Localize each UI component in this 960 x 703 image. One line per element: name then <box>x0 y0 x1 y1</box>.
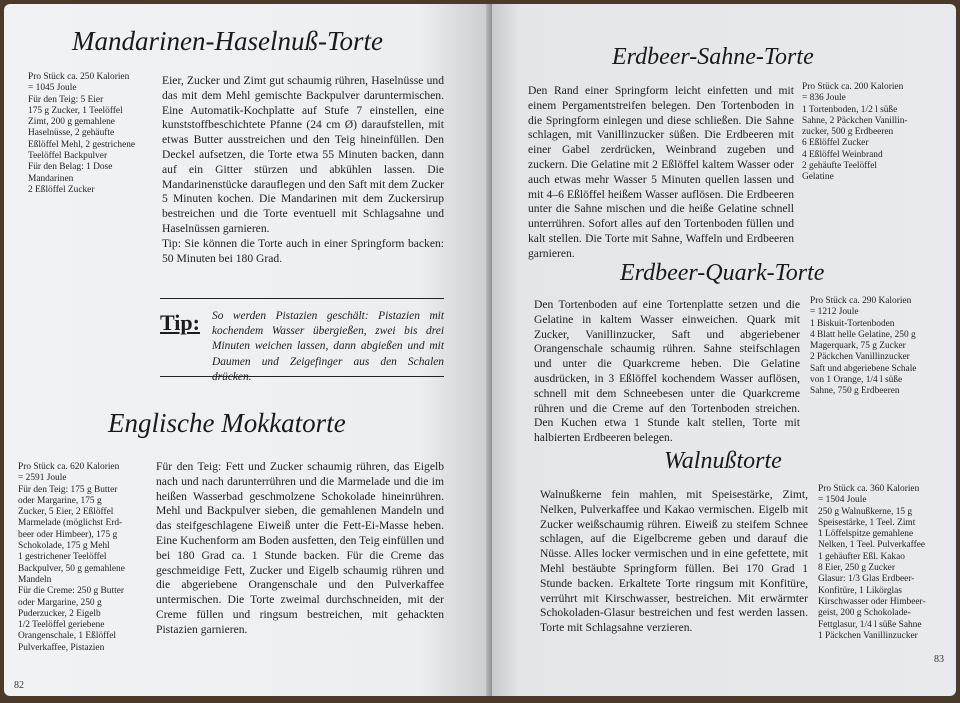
tip-text: Tip: Sie können die Torte auch in einer Springform backen: 50 Minuten bei 180 Grad. <box>162 236 444 265</box>
recipe-title: Erdbeer-Quark-Torte <box>620 260 825 286</box>
ingredients-list: Pro Stück ca. 290 Kalorien = 1212 Joule 1 Biskuit-Tortenboden 4 Blatt helle Gelatine, 250 g Magerquark, 75 g Zucker 2 Päckchen Vanillinzucker Saft und abgeriebene Schale von 1 Orange, 1/4 l süße Sahne, 750 g Erdbeeren <box>810 296 917 397</box>
recipe-instructions <box>162 74 444 266</box>
ingredients-list: Pro Stück ca. 620 Kalorien = 2591 Joule Für den Teig: 175 g Butter oder Margarine, 175 g Zucker, 5 Eier, 2 Eßlöffel Marmelade (möglichst Erd- beer oder Himbeer), 175 g Schokolade, 175 g Mehl 1 gestrichener Teelöffel Backpulver, 50 g gemahlene Mandeln Für die Creme: 250 g Butter oder Margarine, 250 g Puderzucker, 2 Eigelb 1/2 Teelöffel geriebene Orangenschale, 1 Eßlöffel Pulverkaffee, Pistazien <box>18 462 125 653</box>
recipe-instructions: Für den Teig: Fett und Zucker schaumig rühren, das Eigelb nach und nach darunterrühren und die Marmelade und die im heißen Wasserbad geschmolzene Schokolade hineinrühren. Mehl und Backpulver sieben, die gemahlenen Mandeln und das steifgeschlagene Eiweiß unter die Fett-Ei-Masse heben. Eine Kuchenform am Boden ausfetten, den Teig einfüllen und bei 180 Grad ca. 1 Stunde backen. Für die Creme das geschmeidige Fett, Zucker und Eigelb schaumig rühren und die abgeriebene Orangenschale und den Pulverkaffee untermischen. Die Torte zweimal durchschneiden, mit der Creme füllen und ringsum bestreichen, mit gehackten Pistazien garnieren. <box>156 460 444 636</box>
left-page <box>4 4 492 696</box>
recipe-instructions: Den Rand einer Springform leicht einfetten und mit einem Pergamentstreifen belegen. Den Tortenboden in die Springform einlegen und diese schließen. Die Sahne schlagen, mit Vanillinzucker süßen. Die Erdbeeren mit einer Gabel zerdrücken, Weinbrand zugeben und zuckern. Die Gelatine mit 2 Eßlöffel kaltem Wasser oder auch etwas mehr Wasser 5 Minuten quellen lassen und mit 4–6 Eßlöffel heißem Wasser auflösen. Die Erdbeeren unter die Sahne mischen und die heiße Gelatine schnell unterrühren. Sofort alles auf den Tortenboden füllen und kalt stellen. Die Torte mit Sahne, Waffeln und Erdbeeren garnieren. <box>528 84 794 260</box>
recipe-instructions: Den Tortenboden auf eine Tortenplatte setzen und die Gelatine in kaltem Wasser einweichen. Quark mit Zucker, Vanillinzucker, Saft und abgeriebener Orangenschale schaumig rühren. Sahne steifschlagen und unter die Quarkcreme heben. Die Gelatine ausdrücken, in 3 Eßlöffel kochendem Wasser auflösen, schnell mit dem Schneebesen unter die Quarkcreme rühren und die Creme auf den Tortenboden streichen. Den Kuchen etwa 1 Stunde kalt stellen, Torte mit halbierten Erdbeeren belegen. <box>534 298 800 445</box>
tipbox-bottom-rule <box>160 376 444 377</box>
page-number: 82 <box>14 680 24 691</box>
tip-box-text: So werden Pistazien geschält: Pistazien mit kochendem Wasser übergießen, zwei bis drei Minuten weichen lassen, dann abgießen und mit Daumen und Zeigefinger aus den Schalen drücken. <box>212 310 444 383</box>
right-page <box>492 4 956 696</box>
tipbox-top-rule <box>160 298 444 299</box>
ingredients-list: Pro Stück ca. 250 Kalorien = 1045 Joule Für den Teig: 5 Eier 175 g Zucker, 1 Teelöffel Zimt, 200 g gemahlene Haselnüsse, 2 gehäufte Eßlöffel Mehl, 2 gestrichene Teelöffel Backpulver Für den Belag: 1 Dose Mandarinen 2 Eßlöffel Zucker <box>28 72 136 195</box>
recipe-instructions: Walnußkerne fein mahlen, mit Speisestärke, Zimt, Nelken, Pulverkaffee und Kakao vermischen. Eigelb mit Zucker weißschaumig rühren. Eiweiß zu steifem Schnee schlagen, auf die Eigelbcreme geben und darauf die Nüsse. Alles locker vermischen und in eine gefettete, mit Mehl bestäubte Springform füllen. Bei 170 Grad 1 Stunde backen. Erkaltete Torte ringsum mit Konfitüre, verrührt mit Kirschwasser, bestreichen. Mit erwärmter Schokoladen-Glasur bestreichen und fest werden lassen. Torte mit Schlagsahne verzieren. <box>540 488 808 635</box>
instructions-text: Eier, Zucker und Zimt gut schaumig rühren, Haselnüsse und das mit dem Mehl gemischte Backpulver daruntermischen. Eine Automatik-Kochplatte auf Stufe 7 einstellen, eine kunststoffbeschichtete Pfanne (24 cm Ø) daraufstellen, mit etwas Butter ausstreichen und den Teig hineinfüllen. Den Deckel aufsetzen, die Torte etwa 55 Minuten backen, dann auf ein Gitter stürzen und abkühlen lassen. Die Mandarinenstücke darauflegen und den Saft mit dem Zucker 5 Minuten kochen. Die Mandarinen mit dem Zuckersirup bestreichen und die Torte eventuell mit Schlagsahne und Haselnüssen garnieren. <box>162 74 444 235</box>
ingredients-list: Pro Stück ca. 200 Kalorien = 836 Joule 1 Tortenboden, 1/2 l süße Sahne, 2 Päckchen Vanillin- zucker, 500 g Erdbeeren 6 Eßlöffel Zucker 4 Eßlöffel Weinbrand 2 gehäufte Teelöffel Gelatine <box>802 82 908 183</box>
tip-label: Tip: <box>160 310 200 335</box>
recipe-title: Walnußtorte <box>664 448 782 474</box>
recipe-title: Mandarinen-Haselnuß-Torte <box>72 26 383 56</box>
recipe-title: Englische Mokkatorte <box>108 408 346 438</box>
page-number: 83 <box>934 654 944 665</box>
ingredients-list: Pro Stück ca. 360 Kalorien = 1504 Joule 250 g Walnußkerne, 15 g Speisestärke, 1 Teel. Zimt 1 Löffelspitze gemahlene Nelken, 1 Teel. Pulverkaffee 1 gehäufter Eßl. Kakao 8 Eier, 250 g Zucker Glasur: 1/3 Glas Erdbeer- Konfitüre, 1 Likörglas Kirschwasser oder Himbeer- geist, 200 g Schokolade- Fettglasur, 1/4 l süße Sahne 1 Päckchen Vanillinzucker <box>818 484 926 641</box>
recipe-title: Erdbeer-Sahne-Torte <box>612 44 814 70</box>
